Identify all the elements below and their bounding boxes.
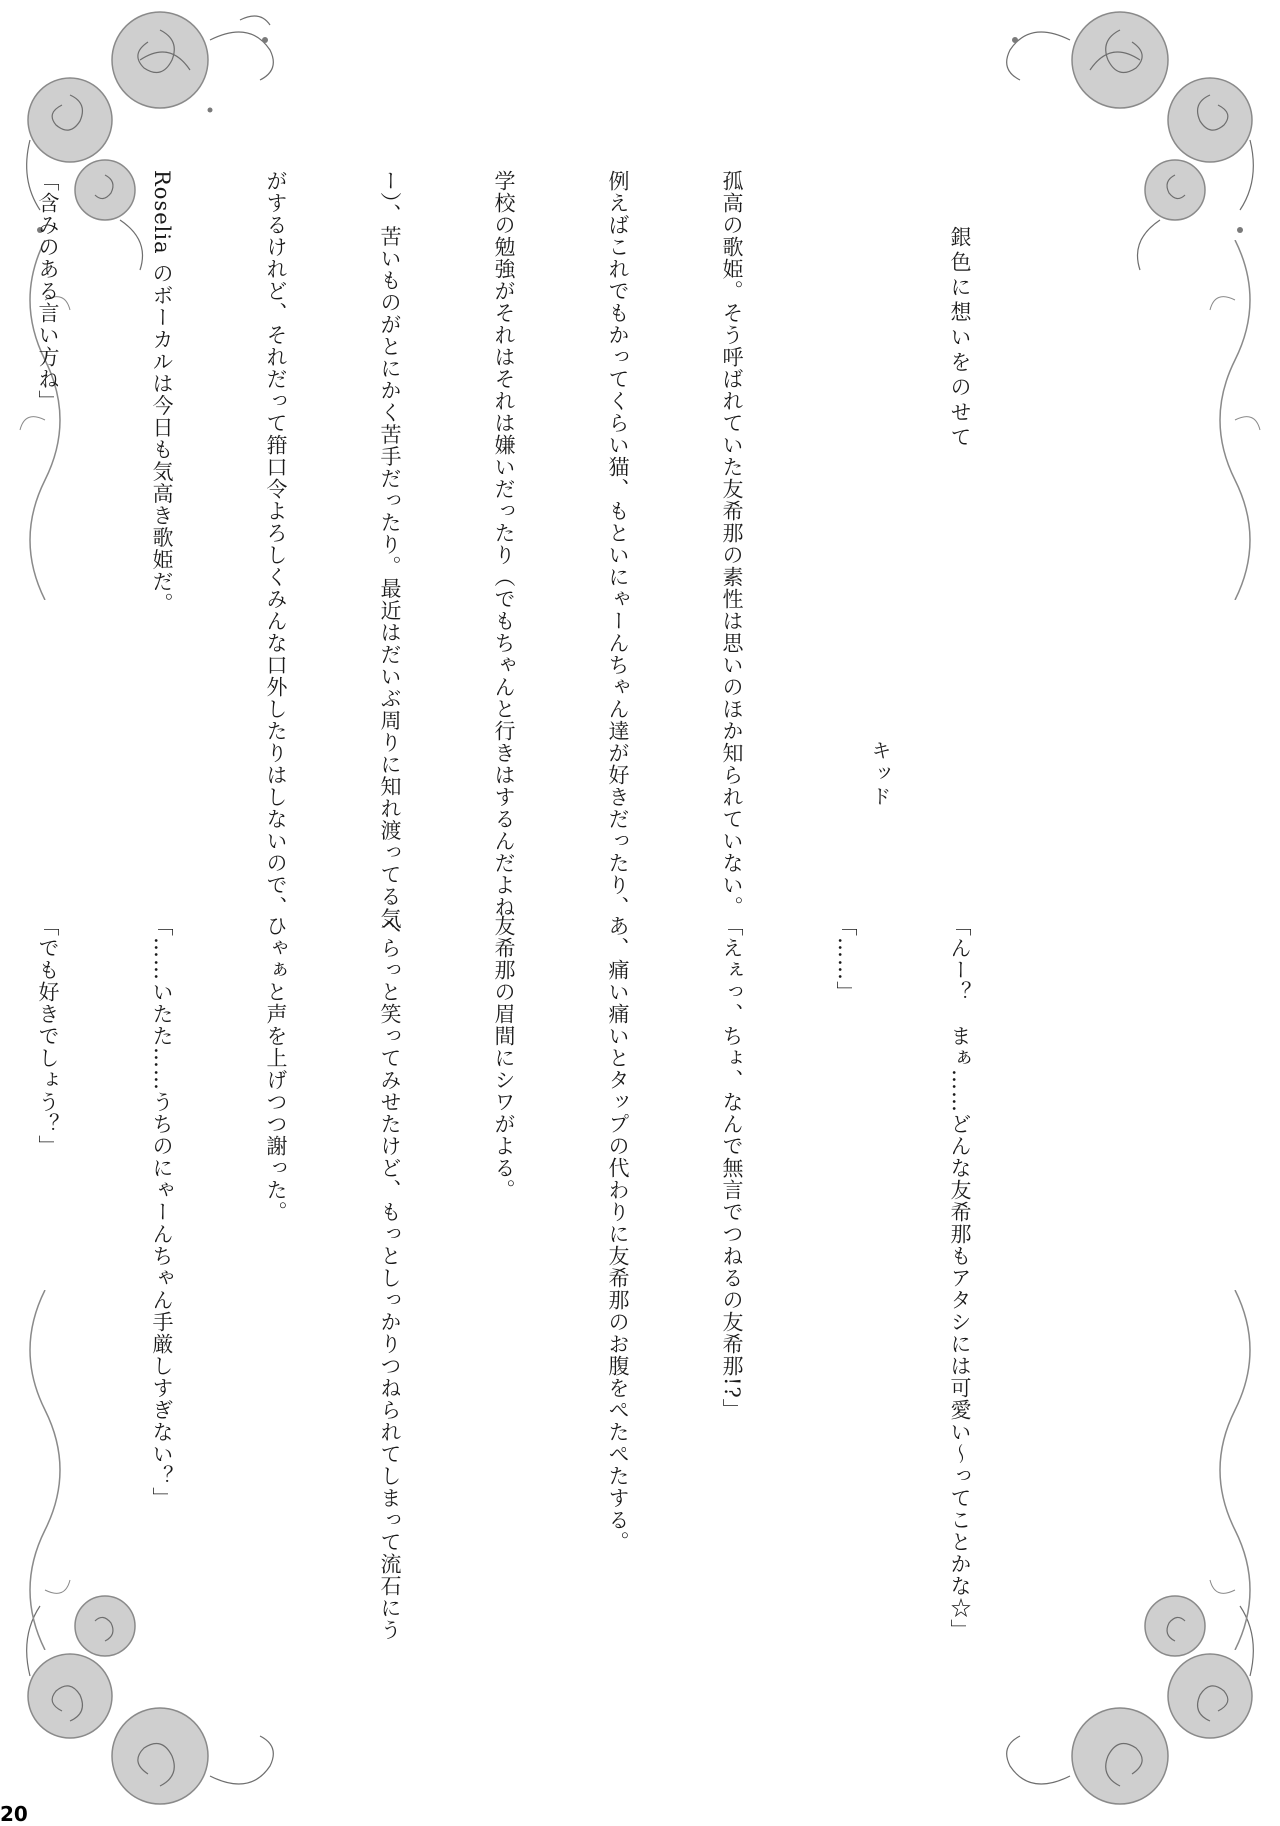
story-title: 銀色に想いをのせて bbox=[948, 226, 972, 451]
body-text-bottom bbox=[0, 915, 1055, 1655]
text-line: ひゃぁと声を上げつつ謝った。 bbox=[264, 915, 288, 1223]
text-line: 学校の勉強がそれはそれは嫌いだったり（でもちゃんと行きはするんだよね bbox=[492, 170, 516, 918]
text-line: 「……いたた……うちのにゃーんちゃん手厳しすぎない？」 bbox=[150, 915, 174, 1509]
text-line: 孤高の歌姫。そう呼ばれていた友希那の素性は思いのほか知られていない。 bbox=[720, 170, 744, 918]
text-line: Roselia のボーカルは今日も気高き歌姫だ。 bbox=[150, 170, 174, 615]
text-line: がするけれど、それだって箝口令よろしくみんな口外したりはしないので、 bbox=[264, 170, 288, 918]
text-line: 例えばこれでもかってくらい猫、もといにゃーんちゃん達が好きだったり、 bbox=[606, 170, 630, 918]
title-spacer bbox=[827, 170, 865, 890]
text-line: 「でも好きでしょう？」 bbox=[36, 915, 60, 1157]
author-name: キッド bbox=[868, 740, 892, 809]
text-line: 「んー？ まぁ……どんな友希那もアタシには可愛い〜ってことかな☆」 bbox=[948, 915, 972, 1641]
vine-ornament-right-top bbox=[1190, 240, 1280, 600]
page-number: 20 bbox=[0, 1802, 28, 1826]
text-line: 「えぇっ、ちょ、なんで無言でつねるの友希那!?」 bbox=[720, 915, 744, 1421]
text-line: 「……」 bbox=[834, 915, 858, 1003]
text-line: ー）、苦いものがとにかく苦手だったり。最近はだいぶ周りに知れ渡ってる気 bbox=[378, 170, 402, 930]
text-line: あ、痛い痛いとタップの代わりに友希那のお腹をぺたぺたする。 bbox=[606, 915, 630, 1553]
text-line: 友希那の眉間にシワがよる。 bbox=[492, 915, 516, 1201]
vine-ornament-right-bottom bbox=[1190, 1290, 1280, 1650]
text-line: 「含みのある言い方ね」 bbox=[36, 170, 60, 412]
body-text-top bbox=[0, 170, 1055, 930]
text-line: へらっと笑ってみせたけど、もっとしっかりつねられてしまって流石にう bbox=[378, 915, 402, 1641]
